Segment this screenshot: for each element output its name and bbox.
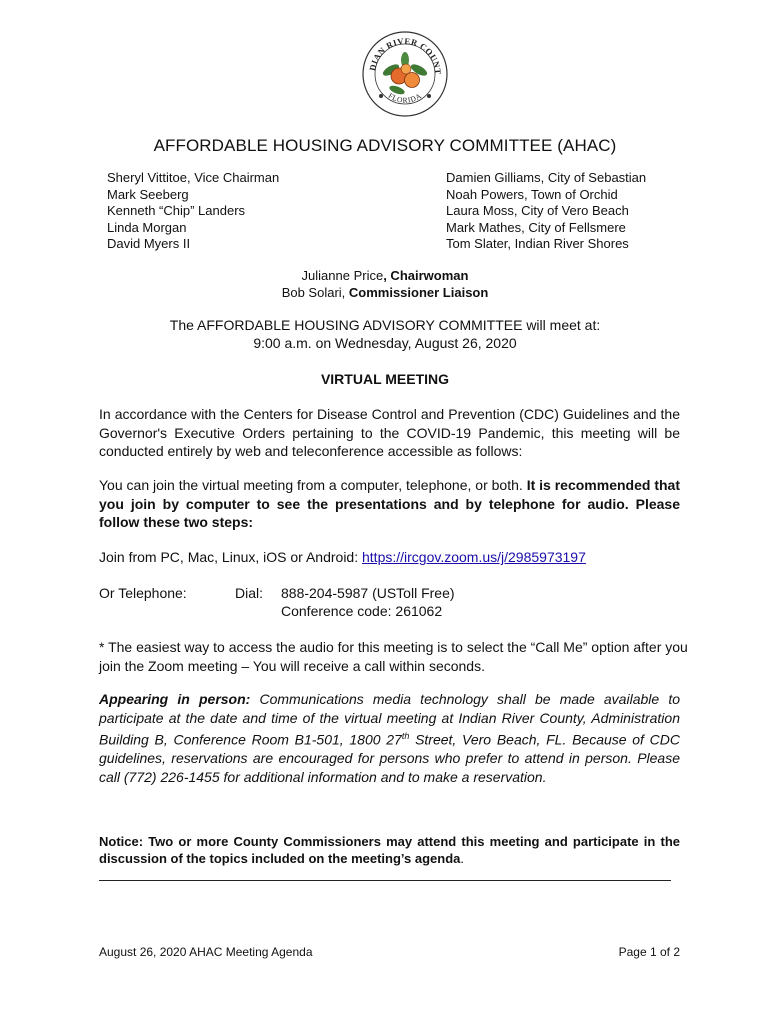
appearing-in-person-paragraph — [99, 690, 680, 786]
in-person-text: Communications media technology shall be made available to participate at the date and time of the virtual meeting at Indian River County, Administration Building B, Conference Room B1-501, 1800 27 — [99, 691, 680, 748]
dial-label: Dial: — [235, 585, 264, 601]
members-left-list — [107, 170, 279, 253]
commissioner-notice — [99, 833, 680, 867]
liaison-line — [0, 284, 770, 301]
appearing-in-person-heading: Appearing in person: — [99, 691, 251, 707]
join-from-pc-line — [99, 548, 586, 567]
virtual-meeting-heading: VIRTUAL MEETING — [320, 371, 450, 387]
in-person-text-continued: Street, Vero Beach, FL. Because of CDC guidelines, reservations are encouraged for persons who prefer to attend in person. Please call (772) 226-1455 for additional information and to make a reservation. — [99, 731, 680, 785]
footer-page-number: Page 1 of 2 — [618, 945, 680, 959]
member-name: Kenneth “Chip” Landers — [107, 203, 246, 219]
audio-access-note: * The easiest way to access the audio for this meeting is to select the “Call Me” option after you join the Zoom meeting – You will receive a call within seconds. — [99, 639, 688, 674]
footer-agenda-title: August 26, 2020 AHAC Meeting Agenda — [99, 945, 313, 959]
county-seal-logo — [361, 30, 449, 118]
chair-name: Julianne Price — [301, 268, 384, 283]
member-name: Noah Powers, Town of Orchid — [446, 186, 618, 202]
member-name: Tom Slater, Indian River Shores — [446, 236, 629, 252]
meeting-datetime: 9:00 a.m. on Wednesday, August 26, 2020 — [253, 335, 517, 351]
toll-free-number: 888-204-5987 (USToll Free) — [281, 585, 455, 601]
join-pc-label: Join from PC, Mac, Linux, iOS or Android: — [99, 549, 362, 565]
member-name: Mark Seeberg — [107, 186, 189, 202]
committee-title: AFFORDABLE HOUSING ADVISORY COMMITTEE (AHAC) — [153, 136, 617, 155]
notice-end: . — [460, 851, 465, 866]
member-name: Linda Morgan — [107, 219, 187, 235]
conference-code: Conference code: 261062 — [281, 603, 443, 619]
ordinal-suffix: th — [401, 731, 410, 741]
join-instructions-text: You can join the virtual meeting from a computer, telephone, or both. — [99, 477, 527, 493]
zoom-meeting-link[interactable]: https://ircgov.zoom.us/j/2985973197 — [362, 549, 586, 565]
join-recommendation-text: It is recommended that you join by computer to see the presentations and by telephone for audio. Please follow these two steps: — [99, 477, 680, 530]
meeting-announcement: The AFFORDABLE HOUSING ADVISORY COMMITTEE will meet at: — [169, 317, 601, 333]
seal-bottom-text: FLORIDA — [386, 90, 424, 105]
member-name: David Myers II — [107, 236, 191, 252]
chairwoman-line — [0, 267, 770, 284]
seal-top-text: DIAN RIVER COUNT — [367, 35, 444, 76]
telephone-label: Or Telephone: — [99, 585, 187, 601]
member-name: Laura Moss, City of Vero Beach — [446, 203, 629, 219]
members-right-list — [446, 170, 646, 253]
notice-text: Notice: Two or more County Commissioners may attend this meeting and participate in the discussion of the topics included on the meeting’s agenda — [99, 834, 680, 866]
member-name: Sheryl Vittitoe, Vice Chairman — [107, 170, 280, 185]
join-instructions-paragraph — [99, 476, 680, 532]
liaison-name: Bob Solari, — [281, 285, 349, 300]
liaison-role: Commissioner Liaison — [348, 285, 489, 300]
member-name: Mark Mathes, City of Fellsmere — [446, 219, 626, 235]
chair-role: , Chairwoman — [383, 268, 469, 283]
member-name: Damien Gilliams, City of Sebastian — [446, 170, 647, 185]
svg-text:FLORIDA — [387, 91, 424, 105]
divider-line — [99, 880, 671, 881]
cdc-guidelines-paragraph: In accordance with the Centers for Disease Control and Prevention (CDC) Guidelines and the Governor's Executive Orders pertaining to the COVID-19 Pandemic, this meeting will be conducted entirely by web and teleconference accessible as follows: — [99, 406, 680, 459]
